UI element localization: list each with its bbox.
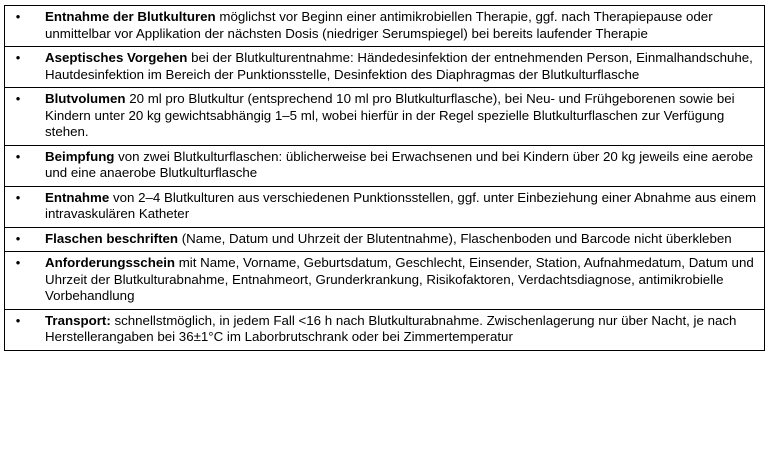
bullet-icon: •	[15, 230, 21, 246]
table-row	[5, 309, 765, 350]
item-text	[23, 252, 765, 310]
item-term: Entnahme der Blutkulturen	[45, 9, 216, 24]
bullet-table-document	[4, 5, 765, 351]
table-row	[5, 186, 765, 227]
item-text	[23, 186, 765, 227]
table-row	[5, 6, 765, 47]
item-text	[23, 88, 765, 146]
item-text	[23, 309, 765, 350]
item-description: von 2–4 Blutkulturen aus verschiedenen Punktionsstellen, ggf. unter Einbeziehung einer Abnahme aus einem intravaskulären Katheter	[45, 189, 757, 221]
table-row	[5, 145, 765, 186]
item-term: Entnahme	[45, 189, 110, 205]
item-term: Aseptisches Vorgehen	[45, 50, 188, 65]
bullet-icon: •	[15, 50, 21, 65]
item-term: Beimpfung	[45, 148, 115, 164]
bullet-icon: •	[15, 312, 21, 328]
item-text	[23, 6, 765, 47]
item-text	[23, 227, 765, 252]
item-term: Flaschen beschriften	[45, 230, 179, 246]
item-description: von zwei Blutkulturflaschen: üblicherweise bei Erwachsenen und bei Kindern über 20 kg jeweils eine aerobe und eine anaerobe Blutkulturflasche	[45, 148, 754, 180]
item-term: Transport:	[45, 312, 111, 328]
item-description: bei der Blutkulturentnahme: Händedesinfektion der entnehmenden Person, Einmalhandschuhe, Hautdesinfektion im Bereich der Punktionsstelle, Desinfektion des Diaphragmas der Blutkulturflasche	[45, 50, 753, 82]
bullet-icon: •	[15, 148, 21, 164]
bullet-icon: •	[15, 189, 21, 205]
item-description: (Name, Datum und Uhrzeit der Blutentnahme), Flaschenboden und Barcode nicht überkleben	[178, 230, 732, 246]
bullet-icon: •	[15, 91, 21, 106]
item-term: Anforderungsschein	[45, 255, 176, 270]
item-description: 20 ml pro Blutkultur (entsprechend 10 ml pro Blutkulturflasche), bei Neu- und Frühgeborenen sowie bei Kindern unter 20 kg gewichtsabhängig 1–5 ml, wobei hierfür in der Regel spezielle Blutkulturflaschen zur Verfügung stehen.	[45, 91, 735, 139]
table-row	[5, 88, 765, 146]
item-description: schnellstmöglich, in jedem Fall <16 h nach Blutkulturabnahme. Zwischenlagerung nur über Nacht, je nach Herstellerangaben bei 36±1°C im Laborbrutschrank oder bei Zimmertemperatur	[45, 312, 737, 344]
item-text	[23, 47, 765, 88]
item-description: möglichst vor Beginn einer antimikrobiellen Therapie, ggf. nach Therapiepause oder unmittelbar vor Applikation der nächsten Dosis (niedriger Serumspiegel) bei bereits laufender Therapie	[45, 9, 713, 41]
table-row	[5, 252, 765, 310]
table-row	[5, 227, 765, 252]
bullet-icon: •	[15, 255, 21, 270]
item-description: mit Name, Vorname, Geburtsdatum, Geschlecht, Einsender, Station, Aufnahmedatum, Datum und Uhrzeit der Blutkulturabnahme, Entnahmeort, Grunderkrankung, Risikofaktoren, Verdachtsdiagnose, antimikrobielle Vorbehandlung	[45, 255, 754, 303]
table-row	[5, 47, 765, 88]
item-text	[23, 145, 765, 186]
item-term: Blutvolumen	[45, 91, 126, 106]
bullet-icon: •	[15, 9, 21, 24]
guideline-table	[4, 5, 765, 351]
